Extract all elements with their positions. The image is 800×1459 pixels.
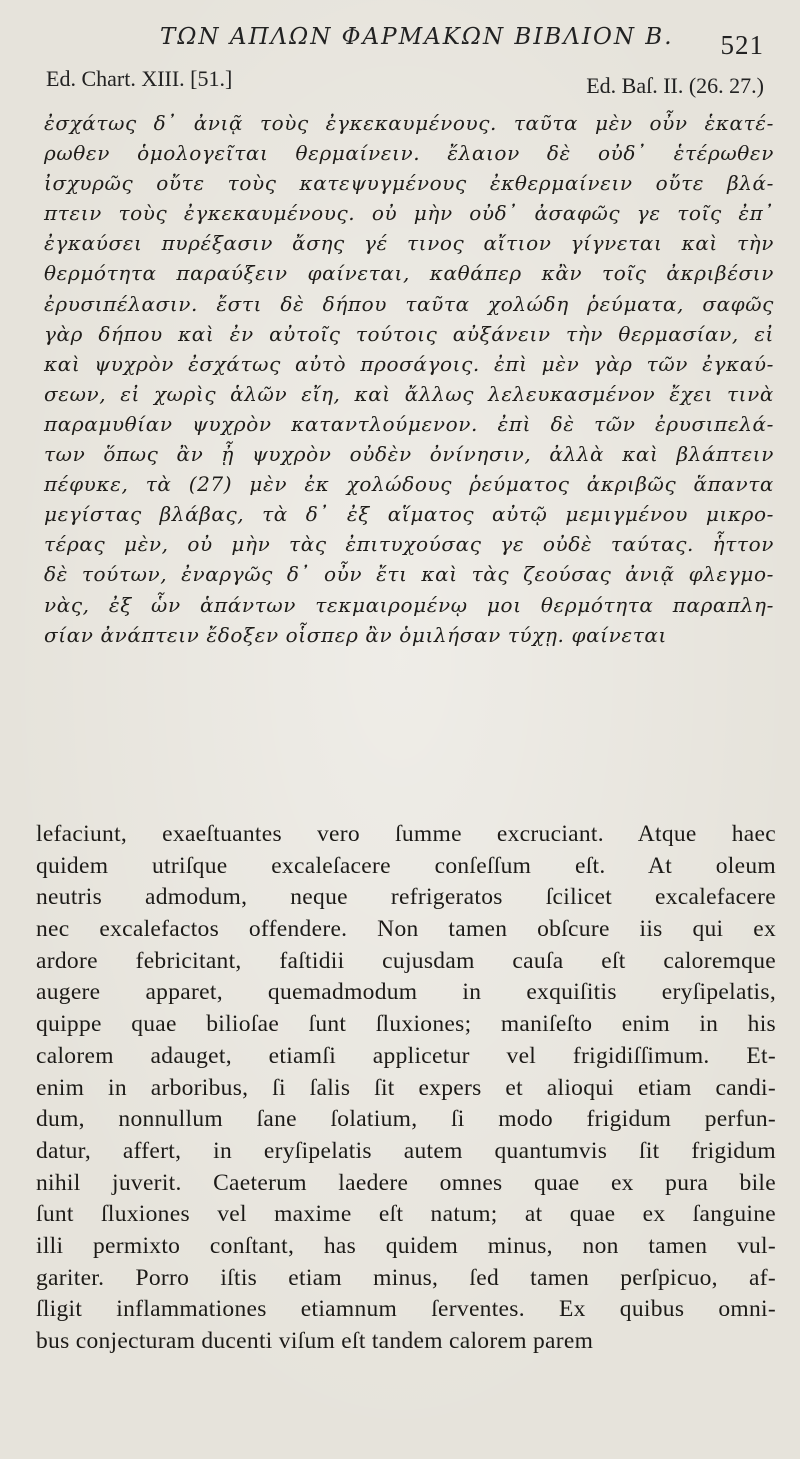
latin-text-line: gariter. Porro iſtis etiam minus, ſed tamen perſpicuo, af- (36, 1264, 776, 1291)
edition-reference-left: Ed. Chart. XIII. [51.] (46, 66, 233, 91)
latin-text-line: ſunt ſluxiones vel maxime eſt natum; at quae ex ſanguine (36, 1201, 776, 1228)
latin-text-line: ſligit inflammationes etiamnum ſerventes. Ex quibus omni- (36, 1296, 776, 1323)
latin-text-line: nihil juverit. Caeterum laedere omnes quae ex pura bile (36, 1169, 776, 1196)
greek-text-line: γὰρ δήπου καὶ ἐν αὐτοῖς τούτοις αὐξάνειν τὴν θερμασίαν, εἰ (44, 321, 774, 346)
greek-text-line: παραμυθίαν ψυχρὸν καταντλούμενον. ἐπὶ δὲ τῶν ἐρυσιπελά- (44, 411, 774, 436)
latin-text-line: quippe quae bilioſae ſunt ſluxiones; maniſeſto enim in his (36, 1011, 776, 1038)
latin-text-line: enim in arboribus, ſi ſalis ſit expers et alioqui etiam candi- (36, 1074, 776, 1101)
latin-text-line: calorem adauget, etiamſi applicetur vel frigidiſſimum. Et- (36, 1042, 776, 1069)
latin-text-line: quidem utriſque excaleſacere conſeſſum eſt. At oleum (36, 852, 776, 879)
latin-text-line: augere apparet, quemadmodum in exquiſitis eryſipelatis, (36, 979, 776, 1006)
greek-text-line: ἐγκαύσει πυρέξασιν ἄσης γέ τινος αἴτιον γίγνεται καὶ τὴν (44, 231, 774, 256)
greek-text-line: ἰσχυρῶς οὔτε τοὺς κατεψυγμένους ἐκθερμαίνειν οὔτε βλά- (44, 171, 774, 196)
latin-text-line: lefaciunt, exaeſtuantes vero ſumme excruciant. Atque haec (36, 821, 776, 847)
greek-text-line: ἐσχάτως δ᾽ ἀνιᾷ τοὺς ἐγκεκαυμένους. ταῦτα μὲν οὖν ἑκατέ- (44, 111, 774, 135)
latin-text-line: neutris admodum, neque refrigeratos ſcilicet excalefacere (36, 884, 776, 911)
latin-text-line: datur, affert, in eryſipelatis autem quantumvis ſit frigidum (36, 1137, 776, 1164)
edition-reference-right: Ed. Baſ. II. (26. 27.) (586, 73, 764, 98)
latin-text-line: nec excalefactos offendere. Non tamen obſcure iis qui ex (36, 916, 776, 943)
show-through-bleed (30, 790, 770, 810)
greek-text-line: των ὅπως ἂν ᾖ ψυχρὸν οὐδὲν ὀνίνησιν, ἀλλὰ καὶ βλάπτειν (44, 442, 774, 467)
greek-text-line: νὰς, ἐξ ὧν ἁπάντων τεκμαιρομένῳ μοι θερμότητα παραπλη- (44, 592, 774, 617)
latin-text-line: illi permixto conſtant, has quidem minus, non tamen vul- (36, 1232, 776, 1259)
greek-text-line: σεων, εἰ χωρὶς ἁλῶν εἴη, καὶ ἄλλως λελευκασμένον ἔχει τινὰ (44, 381, 774, 406)
greek-text-line: θερμότητα παραύξειν φαίνεται, καθάπερ κἂν τοῖς ἀκριβέσιν (44, 261, 774, 286)
greek-text-line: μεγίστας βλάβας, τὰ δ᾽ ἐξ αἵματος αὐτῷ μεμιγμένου μικρο- (44, 502, 774, 527)
greek-text-block (44, 108, 774, 650)
latin-text-line: dum, nonnullum ſane ſolatium, ſi modo frigidum perfun- (36, 1106, 776, 1133)
running-head: ΤΩΝ ΑΠΛΩΝ ΦΑΡΜΑΚΩΝ ΒΙΒΛΙΟΝ Β. (160, 24, 674, 50)
greek-text-line: καὶ ψυχρὸν ἐσχάτως αὐτὸ προσάγοις. ἐπὶ μὲν γὰρ τῶν ἐγκαύ- (44, 351, 774, 376)
greek-text-line: ἐρυσιπέλασιν. ἔστι δὲ δήπου ταῦτα χολώδη ῥεύματα, σαφῶς (44, 291, 774, 316)
greek-text-line: σίαν ἀνάπτειν ἔδοξεν οἷσπερ ἂν ὁμιλήσαν τύχῃ. φαίνεται (44, 622, 667, 647)
greek-text-line: ρωθεν ὁμολογεῖται θερμαίνειν. ἔλαιον δὲ οὐδ᾽ ἑτέρωθεν (44, 141, 774, 166)
latin-text-line: bus conjecturam ducenti viſum eſt tandem calorem parem (36, 1328, 594, 1354)
greek-text-line: πέφυκε, τὰ (27) μὲν ἐκ χολώδους ῥεύματος ἀκριβῶς ἅπαντα (44, 472, 774, 497)
greek-text-line: τέρας μὲν, οὐ μὴν τὰς ἐπιτυχούσας γε οὐδὲ ταύτας. ἧττον (44, 532, 774, 557)
greek-text-line: δὲ τούτων, ἐναργῶς δ᾽ οὖν ἔτι καὶ τὰς ζεούσας ἀνιᾷ φλεγμο- (44, 562, 774, 587)
page-number: 521 (720, 30, 764, 60)
greek-text-line: πτειν τοὺς ἐγκεκαυμένους. οὐ μὴν οὐδ᾽ ἀσαφῶς γε τοῖς ἐπ᾽ (44, 201, 774, 226)
latin-text-block (36, 819, 776, 1358)
latin-text-line: ardore febricitant, faſtidii cujusdam cauſa eſt caloremque (36, 947, 776, 974)
